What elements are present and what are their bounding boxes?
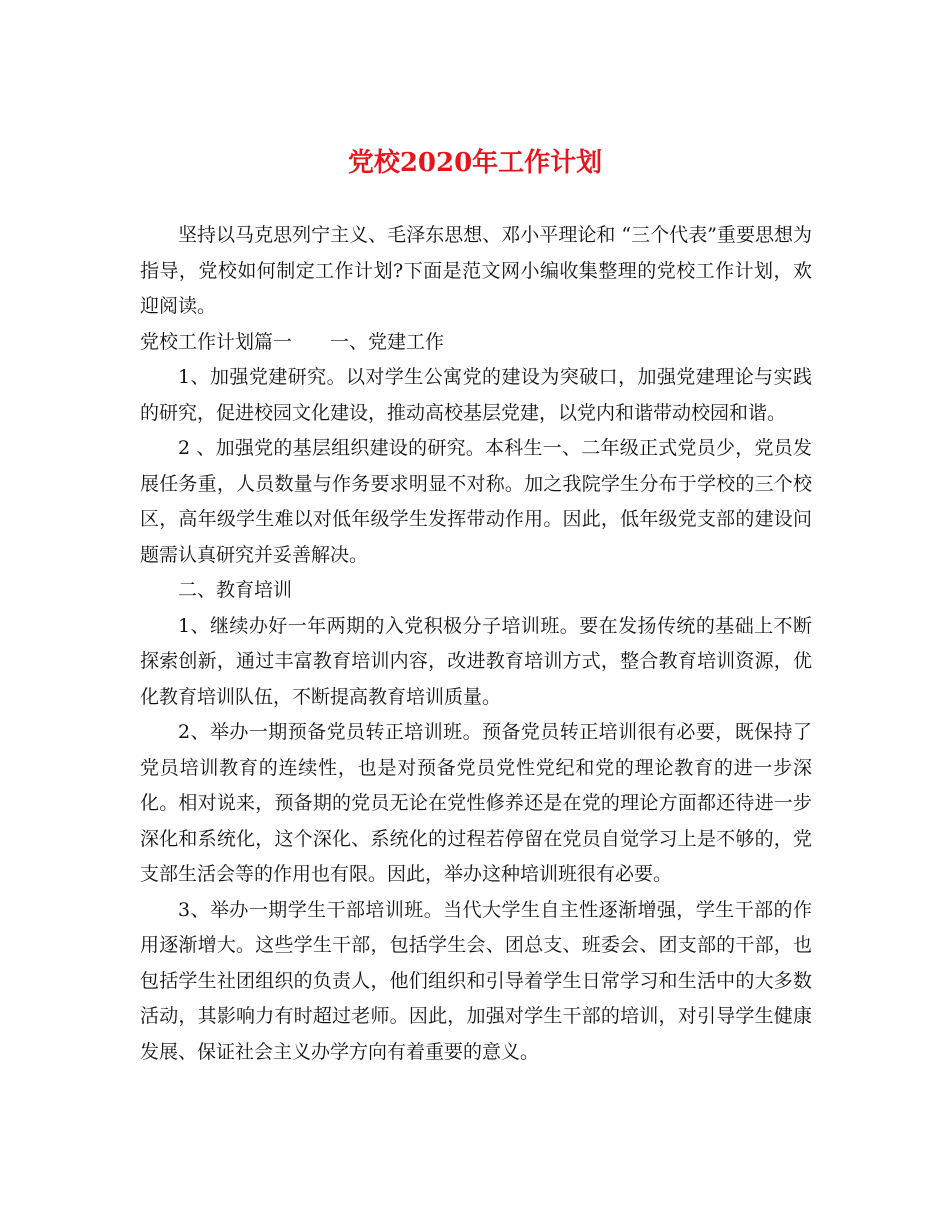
part-heading-line (140, 325, 812, 361)
section1-item-1: 1、加强党建研究。以对学生公寓党的建设为突破口，加强党建理论与实践的研究，促进校园文化建设，推动高校基层党建，以党内和谐带动校园和谐。 (140, 366, 812, 424)
document-body (140, 218, 812, 1070)
part-label: 党校工作计划篇一 (140, 330, 293, 353)
document-title: 党校2020年工作计划 (347, 148, 603, 178)
section2-item-2: 2、举办一期预备党员转正培训班。预备党员转正培训很有必要，既保持了党员培训教育的连续性，也是对预备党员党性党纪和党的理论教育的进一步深化。相对说来，预备期的党员无论在党性修养还是在党的理论方面都还待进一步深化和系统化，这个深化、系统化的过程若停留在党员自觉学习上是不够的，党支部生活会等的作用也有限。因此，举办这种培训班很有必要。 (140, 721, 812, 885)
intro-paragraph: 坚持以马克思列宁主义、毛泽东思想、邓小平理论和 “三个代表”重要思想为指导，党校如何制定工作计划?下面是范文网小编收集整理的党校工作计划，欢迎阅读。 (140, 224, 812, 317)
section1-heading: 一、党建工作 (330, 330, 445, 353)
section2-item-3: 3、举办一期学生干部培训班。当代大学生自主性逐渐增强，学生干部的作用逐渐增大。这些学生干部，包括学生会、团总支、班委会、团支部的干部，也包括学生社团组织的负责人，他们组织和引导着学生日常学习和生活中的大多数活动，其影响力有时超过老师。因此，加强对学生干部的培训，对引导学生健康发展、保证社会主义办学方向有着重要的意义。 (140, 898, 812, 1063)
section2-item-1: 1、继续办好一年两期的入党积极分子培训班。要在发扬传统的基础上不断探索创新，通过丰富教育培训内容，改进教育培训方式，整合教育培训资源，优化教育培训队伍，不断提高教育培训质量。 (140, 614, 812, 708)
section1-item-2: 2 、加强党的基层组织建设的研究。本科生一、二年级正式党员少，党员发展任务重，人员数量与作务要求明显不对称。加之我院学生分布于学校的三个校区，高年级学生难以对低年级学生发挥带动作用。因此，低年级党支部的建设问题需认真研究并妥善解决。 (140, 437, 812, 566)
section2-heading: 二、教育培训 (178, 579, 293, 601)
